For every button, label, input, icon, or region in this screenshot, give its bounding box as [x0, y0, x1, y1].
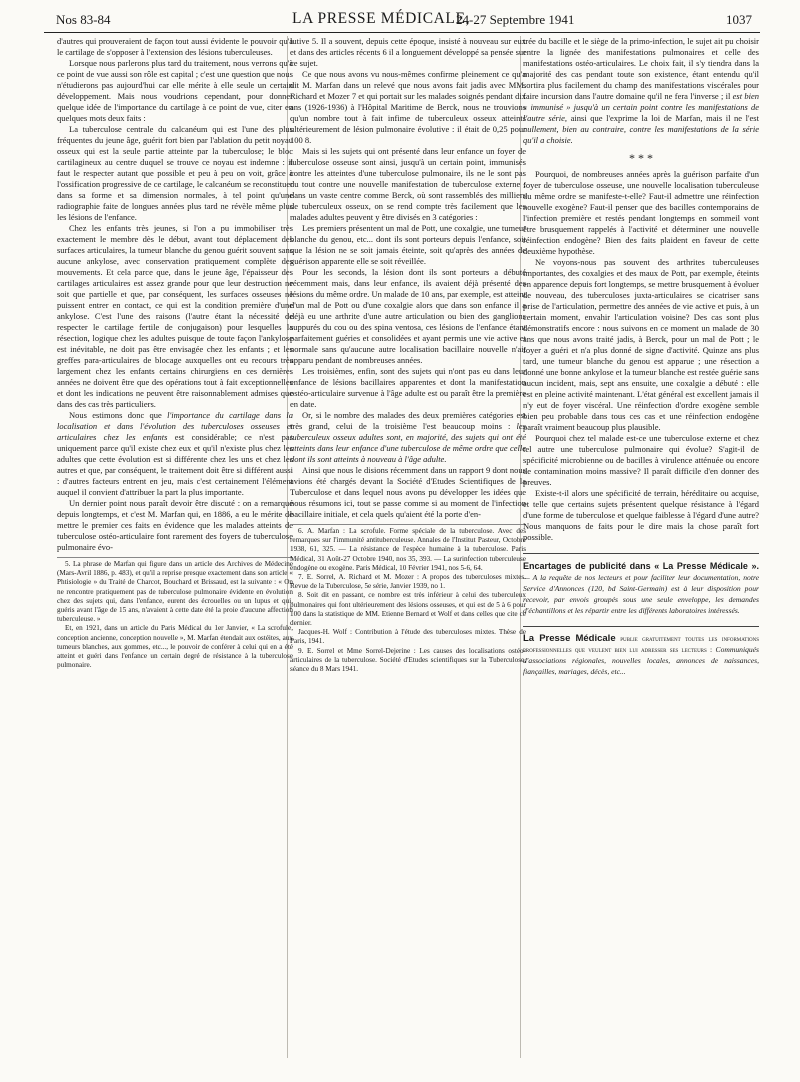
paragraph: [290, 410, 526, 465]
paragraph: Lorsque nous parlerons plus tard du traitement, nous verrons qu'à ce point de vue aussi son rôle est capital ; c'est une question que nous n'étudierons pas aujourd'hui car elle mérite à elle seule un certain développement. Mais nous voudrions cependant, pour donner quelque idée de l'importance du cartilage à ce point de vue, citer en quelques mots deux faits :: [57, 58, 293, 123]
journal-title: LA PRESSE MÉDICALE,: [292, 10, 471, 27]
text-run: trée du bacille et le siège de la primo-infection, le sujet ait pu choisir entre la lignée des manifestations pulmonaires et celle des manifestations ostéo-articulaires. Le choix fait, il s'y tiendra dans la majorité des cas pendant toute son existence, étant entendu qu'il sortira plus facilement du champ des manifestations viscérales pour faire incursion dans l'autre domaine qu'il ne fera l'inverse ; il: [523, 36, 759, 101]
footnote-5: 5. La phrase de Marfan qui figure dans un article des Archives de Médecine (Mars-Avril 1886, p. 483), et qu'il a reprise presque exactement dans son article « Phtisiologie » du Traité de Charcot, Bouchard et Brissaud, est la suivante : « On ne rencontre pratiquement pas de tuberculose pulmonaire évidente en évolution chez des sujets qui, dans l'enfance, eurent des écrouelles ou un lupus et qui, guéris avant l'âge de 15 ans, n'avaient à cette date été la proie d'aucune affection tuberculeuse. »: [57, 560, 293, 624]
paragraph: [523, 36, 759, 146]
paragraph: Les premiers présentent un mal de Pott, une coxalgie, une tumeur blanche du genou, etc... dont ils sont porteurs depuis l'enfance, soit que la lésion ne se soit jamais éteinte, soit qu'après des années de guérison apparente elle se soit réveillée.: [290, 223, 526, 266]
page-number: 1037: [726, 12, 752, 27]
paragraph: lutive 5. Il a souvent, depuis cette époque, insisté à nouveau sur eux et dans des articles récents 6 il a longuement développé sa pensée sur ce sujet.: [290, 36, 526, 68]
text-run: est considérable; ce n'est pas uniquement parce qu'il existe chez eux et qu'il n'existe plus chez les adultes que cette évolution est si différente chez les uns et chez les autres et que, par conséquent, le traitement doit être si différent aussi : d'autres facteurs entrent en jeu, mais c'est certainement l'élément auquel il convient d'attribuer la part la plus importante.: [57, 432, 293, 497]
paragraph: Chez les enfants très jeunes, si l'on a pu immobiliser très exactement le membre dès le début, avant tout déplacement des surfaces articulaires, la tumeur blanche du genou guérit souvent sans aucune ankylose, avec conservation pratiquement complète des mouvements. Et cela parce que, dans le jeune âge, l'épaisseur des cartilages articulaires est assez grande pour que leur destruction ne soit que partielle et que, par conséquent, les surfaces osseuses ne puissent entrer en contact, ce qui est la condition première d'une ankylose. C'est l'une des raisons (l'autre étant la nécessité de respecter le cartilage fertile de conjugaison) pour lesquelles la résection, logique chez les adultes puisque de toute façon l'ankylose est inévitable, ne doit pas être envisagée chez les enfants ; et les greffes para-articulaires de blocage auxquelles ont eu recours très largement chez les enfants certains chirurgiens en ces dernières années ne doivent être que des opérations tout à fait exceptionnelles et dont les indications ne peuvent être raisonnablement admises que dans des cas très particuliers.: [57, 223, 293, 409]
footnotes: [290, 524, 526, 674]
paragraph: La tuberculose centrale du calcanéum qui est l'une des plus fréquentes du jeune âge, guérit fort bien par l'ablation du petit noyau osseux qui est la seule partie atteinte par la tuberculose; le bloc cartilagineux au centre duquel se trouve ce noyau est indemne : il faut le respecter autant que possible et peu à peu on voit, grâce à l'ossification progressive de ce cartilage, le calcanéum se reconstituer dans sa forme et sa dimension normales, à tel point qu'une radiographie faite de longues années plus tard ne révèle même plus les lésions de l'enfance.: [57, 124, 293, 222]
paragraph: Ce que nous avons vu nous-mêmes confirme pleinement ce qu'a dit M. Marfan dans un relevé que nous avons fait jadis avec MM. Richard et Mozer 7 et qui portait sur les malades soignés pendant dix ans (1926-1936) à l'Hôpital Maritime de Berck, nous ne trouvions qu'un nombre tout à fait infime de tuberculeux osseux atteints ultérieurement de lésion pulmonaire évolutive : il était de 0,25 pour 100 8.: [290, 69, 526, 145]
emphasis-text: les tuberculeux osseux adultes sont, en majorité, des sujets qui ont été atteints dans leur enfance d'une tuberculose de même ordre que celle dont ils sont atteints à nouveau à l'âge adulte.: [290, 421, 526, 464]
paragraph: d'autres qui prouveraient de façon tout aussi évidente le pouvoir qu'a le cartilage de s'opposer à l'extension des lésions tuberculeuses.: [57, 36, 293, 57]
paragraph: Ne voyons-nous pas souvent des arthrites tuberculeuses importantes, des coxalgies et des maux de Pott, par exemple, éteints en apparence depuis fort longtemps, se mettre brusquement à évoluer de nouveau, des tuberculoses juxta-articulaires se cicatriser sans prise de l'articulation, permettre des années de vie active et puis, à un certain moment, envahir l'articulation voisine? Des cas sont plus démonstratifs encore : nous suivons en ce moment un malade de 30 ans que nous avons traité jadis, à Berck, pour un mal de Pott ; le foyer a guéri et n'a plus donné de signe d'activité. Quinze ans plus tard, une tumeur blanche du genou est apparue ; une résection a donné une bonne ankylose et la tumeur blanche est restée guérie sans aucun incident, mais, sept ans ensuite, une coxalgie a débuté : elle est en pleine activité maintenant. L'état général est excellent jamais il n'y eut de foyer viscéral. Une réinfection d'ordre exogène semble bien peu probable dans tous ces cas et une réinfection endogène paraît vraiment beaucoup plus plausible.: [523, 257, 759, 432]
issue-number: Nos 83-84: [56, 12, 111, 27]
divider: [523, 626, 759, 627]
text-run: Nous estimons donc que: [69, 410, 168, 420]
divider: [523, 553, 759, 554]
column-3: [523, 36, 759, 1056]
emphasis-text: est bien « immunisé » jusqu'à un certain point contre les manifestations de l'autre série,: [523, 91, 759, 123]
emphasis-text: l'importance du cartilage dans la localisation et dans l'évolution des tuberculoses osseuses et articulaires chez les enfants: [57, 410, 293, 442]
paragraph: Pour les seconds, la lésion dont ils sont porteurs a débuté récemment mais, dans leur enfance, ils avaient déjà présenté des lésions du même ordre. Un malade de 10 ans, par exemple, est atteint d'un mal de Pott ou d'une coxalgie alors que dans son enfance il a déjà eu une arthrite d'une autre articulation ou bien des ganglions suppurés du cou ou des spina ventosa, ces lésions de l'enfance étant parfaitement guéries et consolidées et ayant permis une vie active et normale sans qu'aucune autre localisation bacillaire nouvelle n'ait apparu pendant de nombreuses années.: [290, 267, 526, 365]
paragraph: Ainsi que nous le disions récemment dans un rapport 9 dont nous avions été chargés devant la Société d'Etudes Scientifiques de la Tuberculose et dans lequel nous avons pu développer les idées que nous résumons ici, tout se passe comme si au moment de l'infection bacillaire initiale, et cela quels qu'aient été la porte d'en-: [290, 465, 526, 519]
paragraph: Pourquoi, de nombreuses années après la guérison parfaite d'un foyer de tuberculose osseuse, une nouvelle localisation tuberculeuse du même ordre se manifeste-t-elle? Faut-il admettre une réinfection nouvelle exogène? Faut-il penser que des bacilles contemporains de l'infection première et restés pendant longtemps en sommeil vont être brusquement rappelés à l'activité et déterminer une nouvelle réinfection endogène? Bien des faits plaident en faveur de cette deuxième hypothèse.: [523, 169, 759, 256]
column-1: [57, 36, 293, 1056]
notice-title: Encartages de publicité dans « La Presse Médicale ».: [523, 561, 759, 571]
page-header: [44, 10, 760, 33]
notice-box-information: [523, 633, 759, 677]
text-run: Or, si le nombre des malades des deux premières catégories est très grand, celui de la troisième l'est beaucoup moins :: [290, 410, 526, 431]
paragraph: Un dernier point nous paraît devoir être discuté : on a remarqué depuis longtemps, et c'est M. Marfan qui, en 1886, a eu le mérite de mettre le premier ces faits en évidence que les malades atteints de tuberculose ostéo-articulaire font rarement des foyers de tuberculose pulmonaire évo-: [57, 498, 293, 552]
footnote-8-continued: Jacques-H. Wolf : Contribution à l'étude des tuberculoses mixtes. Thèse de Paris, 1941.: [290, 628, 526, 646]
notice-text: — A la requête de nos lecteurs et pour faciliter leur documentation, notre Service d'Annonces (120, bd Saint-Germain) est à leur disposition pour recevoir, par envois groupés sous une seule enveloppe, les demandes d'échantillons et les répartir entre les différents laboratoires intéressés.: [523, 573, 759, 615]
footnote-8: 8. Soit dit en passant, ce nombre est très inférieur à celui des tuberculeux pulmonaires qui font ultérieurement des lésions osseuses, et qui est de 5 à 6 pour 100 dans la statistique de MM. Etienne Bernard et Wolf et dans celles que cite ce dernier.: [290, 591, 526, 628]
footnote-6: 6. A. Marfan : La scrofule. Forme spéciale de la tuberculose. Avec des remarques sur l'immunité antituberculeuse. Annales de l'Institut Pasteur, Octobre 1938, 61, 325. — La résistance de l'espèce humaine à la tuberculose. Paris Médical, 31 Août-27 Octobre 1940, nos 35, 393. — La surinfection tuberculeuse endogène ou exogène. Paris Médical, 10 Février 1941, nos 5-6, 64.: [290, 527, 526, 572]
notice-caps-text: publie gratuitement toutes les informations professionnelles que veulent bien lui adresser ses lecteurs :: [523, 634, 759, 654]
footnote-7: 7. E. Sorrel, A. Richard et M. Mozer : A propos des tuberculoses mixtes. Revue de la Tuberculose, 5e série, Janvier 1939, no 1.: [290, 573, 526, 591]
paragraph: Mais si les sujets qui ont présenté dans leur enfance un foyer de tuberculose osseuse sont ainsi, jusqu'à un certain point, immunisés contre les atteintes d'une tuberculose pulmonaire, ils ne le sont pas du tout contre une nouvelle manifestation de tuberculose externe : dans un vaste centre comme Berck, où sont rassemblés des milliers de tuberculeux osseux, on se rend compte très facilement que les malades adultes peuvent y être divisés en 3 catégories :: [290, 146, 526, 222]
notice-title: La Presse Médicale: [523, 633, 616, 644]
section-separator: * * *: [629, 151, 653, 165]
paragraph: Les troisièmes, enfin, sont des sujets qui n'ont pas eu dans leur enfance de lésions bacillaires apparentes et dont la manifestation ostéo-articulaire survenue à l'âge adulte est ou paraît être la première en date.: [290, 366, 526, 409]
emphasis-text: nullement, bien au contraire, contre les manifestations de la série qu'il a choisie.: [523, 124, 759, 145]
paragraph: Pourquoi chez tel malade est-ce une tuberculose externe et chez tel autre une tuberculose pulmonaire qui évolue? S'agit-il de spécificité microbienne ou de bacilles à virulence atténuée ou encore de contamination moins massive? Il paraît difficile d'en donner des preuves.: [523, 433, 759, 487]
issue-date: 24-27 Septembre 1941: [456, 12, 575, 27]
footnote-9: 9. E. Sorrel et Mme Sorrel-Dejerine : Les causes des localisations ostéo-articulaires de la tuberculose. Société d'Etudes scientifiques sur la Tuberculose, séance du 8 Mars 1941.: [290, 646, 526, 674]
footnote-5-continued: Et, en 1921, dans un article du Paris Médical du 1er Janvier, « La scrofule, conception ancienne, conception nouvelle », M. Marfan étendait aux ostéites, aux tumeurs blanches, aux gommes, etc..., le pouvoir de conférer à celui qui en a été atteint et guéri dans l'enfance un certain degré de résistance à la tuberculose pulmonaire.: [57, 624, 293, 670]
footnotes: [57, 557, 293, 670]
paragraph: Existe-t-il alors une spécificité de terrain, héréditaire ou acquise, et telle que certains sujets présentent quelque résistance à l'égard d'une forme de tuberculose et quelque faiblesse à l'égard d'une autre? Nous manquons de faits pour le dire mais la chose paraît fort possible.: [523, 488, 759, 542]
notice-text: Communiqués d'associations régionales, nouvelles locales, annonces de naissances, fiançailles, mariages, décès, etc...: [523, 645, 759, 676]
notice-box-advertising: [523, 560, 759, 616]
paragraph: [57, 410, 293, 498]
column-2: [290, 36, 526, 1056]
text-run: ainsi que l'exprime la loi de Marfan, mais il ne l'est: [567, 113, 759, 123]
